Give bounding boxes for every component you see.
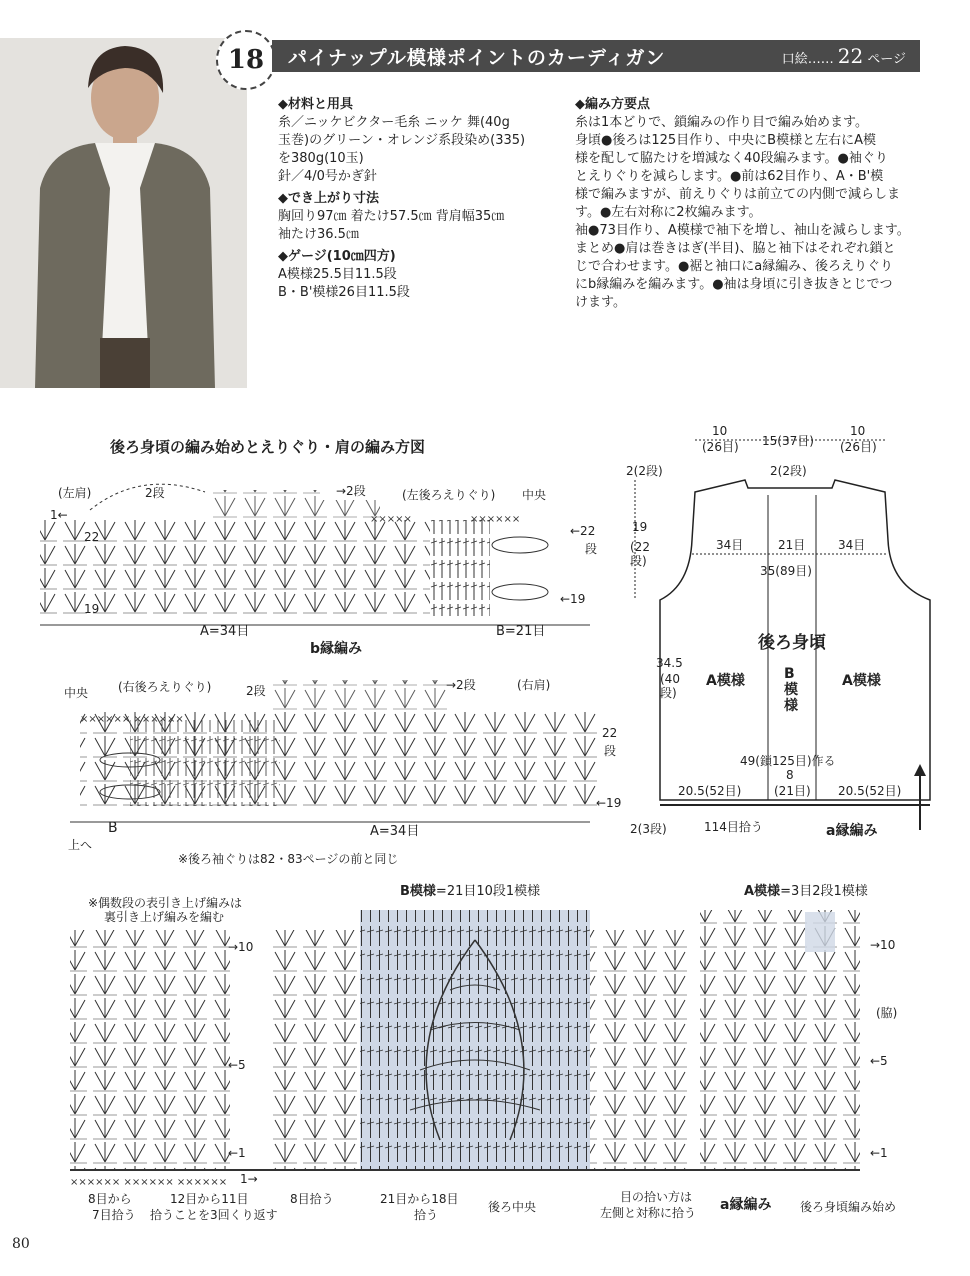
sch-edge-rows: 2(3段): [630, 822, 667, 836]
sch-col-a-right: 34目: [838, 538, 866, 552]
instructions-heading: ◆編み方要点: [575, 97, 650, 112]
sch-center-st: (21目): [774, 784, 811, 798]
d2-row1-right: ←1: [870, 1146, 888, 1160]
materials-heading: ◆材料と用具: [278, 97, 353, 112]
d2-pick-6b: 左側と対称に拾う: [600, 1206, 697, 1220]
page-number: 80: [12, 1236, 30, 1252]
instruction-line: 様を配して脇たけを増減なく40段編みます。●袖ぐり: [575, 151, 888, 166]
sch-pattern-a-left: A模様: [706, 673, 745, 689]
sch-pickup: 114目拾う: [704, 820, 763, 834]
sch-bottom-left: 20.5(52目): [678, 784, 742, 798]
instruction-line: 袖●73目作り、A模様で袖下を増し、袖山を減らします。: [575, 223, 910, 238]
b-pattern-repeat: =21目10段1模様: [435, 884, 541, 899]
center-label: 中央: [522, 488, 547, 502]
d2-pick-2: 12目から11目: [170, 1192, 249, 1206]
d2-pick-4: 21目から18目: [380, 1192, 459, 1206]
sch-width: 35(89目): [760, 564, 812, 578]
b-edge-label: b縁編み: [310, 641, 363, 657]
sch-shoulder-left: 10: [712, 424, 728, 438]
sch-center-width: 8: [786, 768, 794, 782]
sch-neck-width: 15(37目): [762, 434, 814, 448]
a-pattern-title: A模様: [744, 884, 781, 899]
sch-pattern-a-right: A模様: [842, 673, 881, 689]
sch-shoulder-right: 10: [850, 424, 866, 438]
right-neck-label: (右後ろえりぐり): [118, 680, 212, 694]
d2-note-2: 裏引き上げ編みを編む: [104, 910, 225, 924]
gauge-line: B・B'模様26目11.5段: [278, 285, 410, 300]
instruction-line: す。●左右対称に2枚編みます。: [575, 205, 762, 220]
instruction-line: 様で編みますが、前えりぐりは前立ての内側で減らしま: [575, 187, 901, 202]
pattern-number: 18: [227, 45, 265, 75]
materials-line: を380g(10玉): [278, 151, 364, 166]
gauge-line: A模様25.5目11.5段: [278, 267, 397, 282]
d2-pick-2b: 拾うことを3回くり返す: [150, 1208, 278, 1222]
d2-row5-left: ←5: [228, 1058, 246, 1072]
d2-edge-a: a縁編み: [720, 1197, 772, 1213]
instruction-line: じで合わせます。●裾と袖口にa縁編み、後ろえりぐり: [575, 259, 894, 274]
d2-row10-right: →10: [870, 938, 896, 952]
d2-note-1: ※偶数段の表引き上げ編みは: [88, 896, 243, 910]
materials-line: 針／4/0号かぎ針: [278, 169, 377, 184]
sch-armhole-rows: (22段): [630, 540, 650, 568]
sch-cast-on: 49(鎖125目)作る: [740, 754, 836, 768]
svg-text:××××××: ××××××: [470, 514, 521, 525]
materials-line: 糸／ニッケビクター毛糸 ニッケ 舞(40g: [278, 115, 510, 130]
diagram2-chart: [60, 900, 880, 1188]
a-pattern-repeat: =3目2段1模様: [780, 884, 868, 899]
row22-label: 22: [84, 530, 100, 544]
row2-label: 2段: [145, 486, 165, 500]
d2-row10-left: →10: [228, 940, 254, 954]
row2-arrow-label-2: →2段: [446, 678, 476, 692]
row2-label-2: 2段: [246, 684, 266, 698]
sch-top-rows: 2(2段): [626, 464, 663, 478]
model-photo: [0, 38, 247, 388]
ref-page: 22: [837, 44, 864, 68]
ref-label: 口絵……: [781, 52, 834, 67]
d2-pick-4b: 拾う: [414, 1208, 439, 1222]
a34-label-2: A=34目: [370, 824, 420, 839]
svg-text:×××××: ×××××: [370, 514, 412, 525]
size-line: 袖たけ36.5㎝: [278, 227, 359, 242]
row1-label: 1←: [50, 508, 68, 522]
row19-arrow-label: ←19: [560, 592, 586, 606]
sch-pattern-b: B模様: [784, 666, 798, 714]
center-label-2: 中央: [64, 686, 89, 700]
row2-arrow-label: →2段: [336, 484, 366, 498]
instruction-line: 身頃●後ろは125目作り、中央にB模様と左右にA模: [575, 133, 876, 148]
row-unit-label-2: 段: [604, 744, 617, 758]
sch-side-rows: (40段): [660, 672, 680, 700]
instruction-line: けます。: [575, 295, 626, 310]
sch-shoulder-right-st: (26目): [840, 440, 877, 454]
pattern-title: パイナップル模様ポイントのカーディガン: [288, 46, 666, 69]
ref-suffix: ページ: [867, 52, 906, 67]
d2-row1-bottom: 1→: [240, 1172, 258, 1186]
sch-shoulder-left-st: (26目): [702, 440, 739, 454]
armhole-note: ※後ろ袖ぐりは82・83ページの前と同じ: [178, 852, 399, 866]
b21-label: B=21目: [496, 624, 546, 639]
instruction-line: にb縁編みを編みます。●袖は身頃に引き抜きとじでつ: [575, 277, 893, 292]
pattern-number-badge: [216, 30, 276, 90]
row22-label-2: 22: [602, 726, 618, 740]
photo-page-ref: [782, 44, 906, 68]
sch-bottom-right: 20.5(52目): [838, 784, 902, 798]
up-label: 上へ: [68, 838, 93, 852]
b-pattern-title: B模様: [400, 884, 436, 899]
d2-pick-1: 8目から: [88, 1192, 132, 1206]
d2-row1-left: ←1: [228, 1146, 246, 1160]
row19-arrow-label-2: ←19: [596, 796, 622, 810]
title-bar: [272, 40, 920, 72]
a-pattern-title-row: [744, 880, 868, 899]
row-unit-label: 段: [585, 542, 598, 556]
b-pattern-title-row: [400, 880, 540, 899]
sch-piece-name: 後ろ身頃: [758, 633, 826, 653]
d2-side-label: (脇): [876, 1006, 898, 1020]
materials-line: 玉巻)のグリーン・オレンジ系段染め(335): [278, 133, 526, 148]
sch-col-b: 21目: [778, 538, 806, 552]
size-line: 胸回り97㎝ 着たけ57.5㎝ 背肩幅35㎝: [278, 209, 505, 224]
instruction-line: 糸は1本どりで、鎖編みの作り目で編み始めます。: [575, 115, 868, 130]
d2-pick-3: 8目拾う: [290, 1192, 334, 1206]
row19-label: 19: [84, 602, 100, 616]
right-shoulder-label: (右肩): [517, 678, 551, 692]
d2-start: 後ろ身頃編み始め: [800, 1200, 897, 1214]
svg-text:×××××× ××××××: ×××××× ××××××: [80, 714, 184, 725]
sch-center-rows: 2(2段): [770, 464, 807, 478]
diagram1-chart: [30, 470, 610, 850]
svg-text:×××××× ×××××× ××××××: ×××××× ×××××× ××××××: [70, 1177, 228, 1188]
instruction-line: まとめ●肩は巻きはぎ(半目)、脇と袖下はそれぞれ鎖と: [575, 241, 896, 256]
gauge-heading: ◆ゲージ(10㎝四方): [278, 249, 396, 264]
d2-back-center: 後ろ中央: [488, 1200, 537, 1214]
sch-armhole-height: 19: [632, 520, 648, 534]
b-span-label: B: [108, 820, 118, 836]
materials-block: [278, 96, 568, 302]
sch-side-height: 34.5: [656, 656, 683, 670]
row22-arrow-label: ←22: [570, 524, 596, 538]
left-neck-label: (左後ろえりぐり): [402, 488, 496, 502]
a34-label: A=34目: [200, 624, 250, 639]
instruction-line: とえりぐりを減らします。●前は62目作り、A・B'模: [575, 169, 884, 184]
d2-pick-1b: 7目拾う: [92, 1208, 136, 1222]
instructions-block: [575, 96, 955, 312]
sch-col-a-left: 34目: [716, 538, 744, 552]
sch-edge-a: a縁編み: [826, 823, 878, 839]
size-heading: ◆でき上がり寸法: [278, 191, 379, 206]
diagram1-title: 後ろ身頃の編み始めとえりぐり・肩の編み方図: [110, 438, 426, 456]
left-shoulder-label: (左肩): [58, 486, 92, 500]
d2-row5-right: ←5: [870, 1054, 888, 1068]
d2-pick-6: 目の拾い方は: [620, 1190, 693, 1204]
